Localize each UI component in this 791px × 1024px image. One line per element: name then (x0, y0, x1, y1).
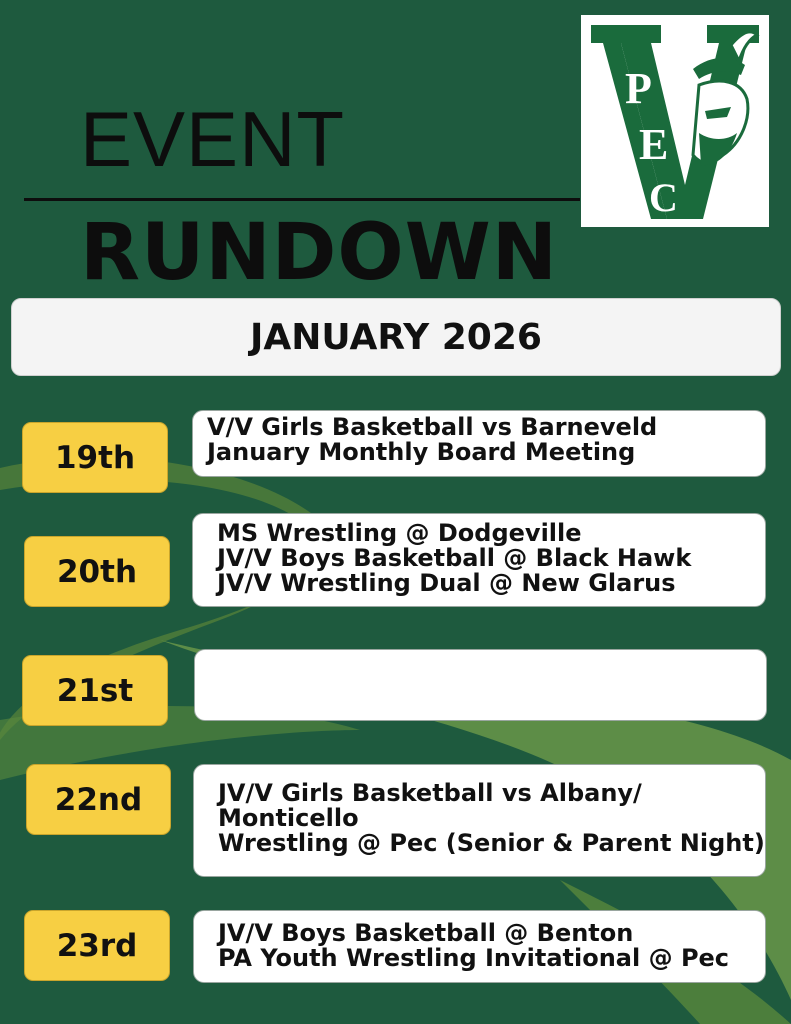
event-line: MS Wrestling @ Dodgeville (217, 519, 582, 547)
date-pill-20th: 20th (24, 536, 170, 607)
event-line: Monticello (218, 804, 359, 832)
date-pill-23rd: 23rd (24, 910, 170, 981)
svg-text:C: C (649, 175, 678, 220)
logo-letters: P (625, 64, 652, 113)
event-card-20th (192, 513, 766, 607)
event-line: JV/V Boys Basketball @ Benton (218, 919, 634, 947)
title-rundown: RUNDOWN (80, 208, 559, 298)
title-divider (24, 198, 580, 201)
event-line: JV/V Boys Basketball @ Black Hawk (217, 544, 692, 572)
pec-viking-logo (581, 15, 769, 227)
event-card-23rd (193, 910, 766, 983)
month-banner (11, 298, 781, 376)
date-pill-21st: 21st (22, 655, 168, 726)
event-line: JV/V Wrestling Dual @ New Glarus (217, 569, 676, 597)
event-card-19th (192, 410, 766, 477)
event-line: Wrestling @ Pec (Senior & Parent Night) (218, 829, 765, 857)
date-pill-19th: 19th (22, 422, 168, 493)
month-label: JANUARY 2026 (250, 316, 542, 358)
svg-text:E: E (639, 120, 669, 169)
event-line: PA Youth Wrestling Invitational @ Pec (218, 944, 730, 972)
event-line: January Monthly Board Meeting (207, 438, 636, 466)
event-card-22nd (193, 764, 766, 877)
date-pill-22nd: 22nd (26, 764, 171, 835)
event-card-21st-empty (194, 649, 767, 721)
event-line: JV/V Girls Basketball vs Albany/ (218, 779, 642, 807)
event-line: V/V Girls Basketball vs Barneveld (207, 413, 658, 441)
title-event: EVENT (80, 95, 346, 183)
viking-logo-icon (581, 15, 769, 227)
